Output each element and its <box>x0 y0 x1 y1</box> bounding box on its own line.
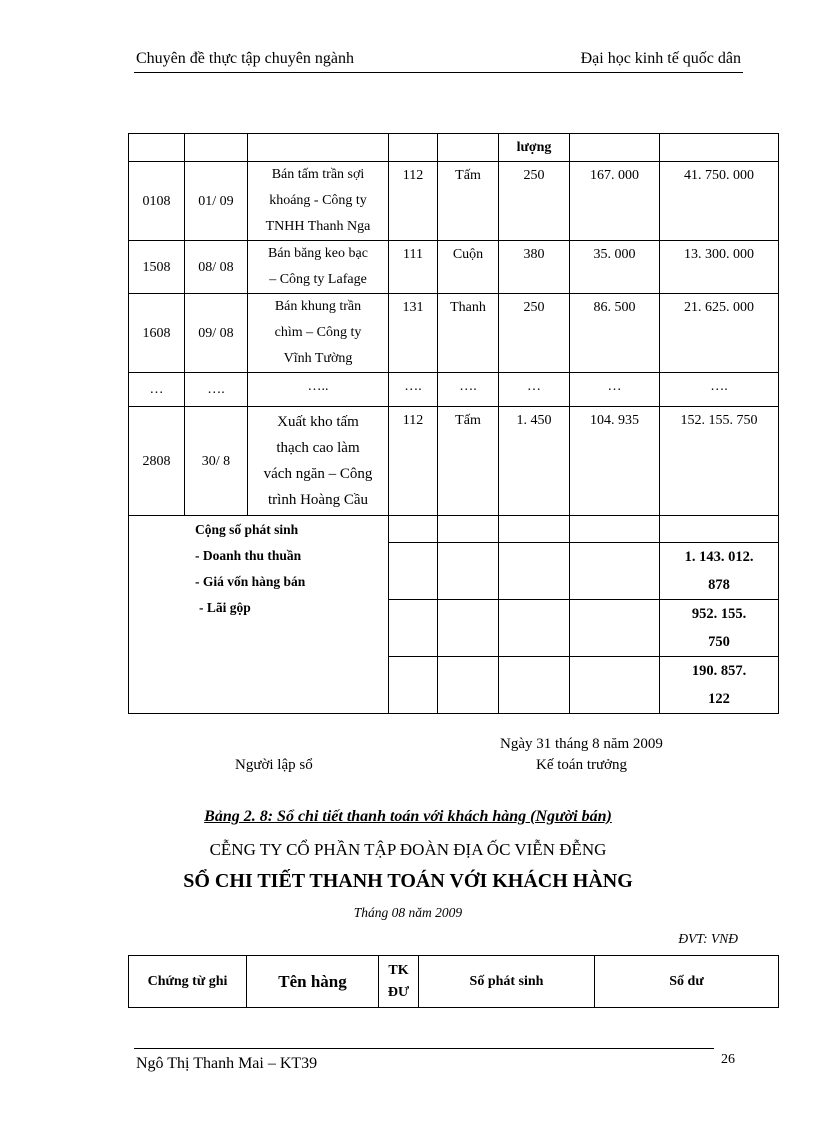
amount: 152. 155. 750 <box>660 407 779 516</box>
preparer-label: Người lập sổ <box>235 757 313 773</box>
account: 112 <box>389 162 438 241</box>
table-row <box>129 407 779 516</box>
quantity-header-cont: lượng <box>499 134 570 162</box>
page-number: 26 <box>721 1052 735 1067</box>
account: 111 <box>389 241 438 294</box>
amount: …. <box>660 373 779 407</box>
doc-no: 2808 <box>129 407 185 516</box>
amount: 41. 750. 000 <box>660 162 779 241</box>
unit-price: … <box>570 373 660 407</box>
col-voucher: Chứng từ ghi <box>129 956 247 1008</box>
description: Bán tấm trần sợi khoáng - Công ty TNHH Thanh Nga <box>248 162 389 241</box>
summary-labels <box>129 516 389 714</box>
unit: Tấm <box>438 162 499 241</box>
col-item-name: Tên hàng <box>247 956 379 1008</box>
doc-no: 0108 <box>129 162 185 241</box>
unit-price: 104. 935 <box>570 407 660 516</box>
doc-no: 1508 <box>129 241 185 294</box>
profit-label: - Lãi gộp <box>199 600 251 615</box>
cogs-value: 952. 155. 750 <box>660 600 779 657</box>
doc-no: 1608 <box>129 294 185 373</box>
currency-unit: ĐVT: VNĐ <box>678 931 738 946</box>
quantity: 250 <box>499 162 570 241</box>
table-row <box>129 162 779 241</box>
unit: …. <box>438 373 499 407</box>
col-account: TK ĐƯ <box>379 956 419 1008</box>
amount: 21. 625. 000 <box>660 294 779 373</box>
description: Xuất kho tấm thạch cao làm vách ngăn – Công trình Hoàng Cầu <box>248 407 389 516</box>
doc-date: 09/ 08 <box>185 294 248 373</box>
quantity: 380 <box>499 241 570 294</box>
doc-no: … <box>129 373 185 407</box>
table-row <box>129 241 779 294</box>
customer-ledger-header-table <box>128 955 779 1008</box>
header-left-title: Chuyên đề thực tập chuyên ngành <box>136 50 354 67</box>
table-caption: Bảng 2. 8: Sổ chi tiết thanh toán với khách hàng (Người bán) <box>204 808 612 825</box>
header-rule <box>134 72 743 73</box>
quantity: … <box>499 373 570 407</box>
table-row <box>129 134 779 162</box>
footer-rule <box>134 1048 714 1049</box>
table-row <box>129 294 779 373</box>
cogs-label: - Giá vốn hàng bán <box>195 574 306 589</box>
description: ….. <box>248 373 389 407</box>
summary-row <box>129 516 779 543</box>
table-row <box>129 956 779 1008</box>
footer-author: Ngô Thị Thanh Mai – KT39 <box>136 1055 318 1072</box>
table-row <box>129 373 779 407</box>
profit-value: 190. 857. 122 <box>660 657 779 714</box>
description: Bán khung trần chìm – Công ty Vĩnh Tường <box>248 294 389 373</box>
account: 112 <box>389 407 438 516</box>
sales-ledger-table <box>128 133 779 714</box>
quantity: 250 <box>499 294 570 373</box>
doc-date: …. <box>185 373 248 407</box>
doc-date: 30/ 8 <box>185 407 248 516</box>
total-label: Cộng số phát sinh <box>195 522 299 537</box>
header-right-title: Đại học kinh tế quốc dân <box>580 50 741 67</box>
col-balance: Số dư <box>595 956 779 1008</box>
revenue-label: - Doanh thu thuần <box>195 548 302 563</box>
signature-date: Ngày 31 tháng 8 năm 2009 <box>500 736 663 752</box>
account: 131 <box>389 294 438 373</box>
document-title: SỔ CHI TIẾT THANH TOÁN VỚI KHÁCH HÀNG <box>183 870 633 892</box>
doc-date: 01/ 09 <box>185 162 248 241</box>
unit-price: 167. 000 <box>570 162 660 241</box>
description: Bán băng keo bạc – Công ty Lafage <box>248 241 389 294</box>
unit: Thanh <box>438 294 499 373</box>
unit-price: 86. 500 <box>570 294 660 373</box>
doc-date: 08/ 08 <box>185 241 248 294</box>
unit: Tấm <box>438 407 499 516</box>
quantity: 1. 450 <box>499 407 570 516</box>
col-transactions: Số phát sinh <box>419 956 595 1008</box>
chief-accountant-label: Kế toán trưởng <box>536 757 628 773</box>
company-name: CỄNG TY CỔ PHẦN TẬP ĐOÀN ĐỊA ỐC VIỄN ĐỄNG <box>209 840 607 859</box>
revenue-value: 1. 143. 012. 878 <box>660 543 779 600</box>
unit: Cuộn <box>438 241 499 294</box>
period-label: Tháng 08 năm 2009 <box>353 905 463 920</box>
amount: 13. 300. 000 <box>660 241 779 294</box>
account: …. <box>389 373 438 407</box>
unit-price: 35. 000 <box>570 241 660 294</box>
